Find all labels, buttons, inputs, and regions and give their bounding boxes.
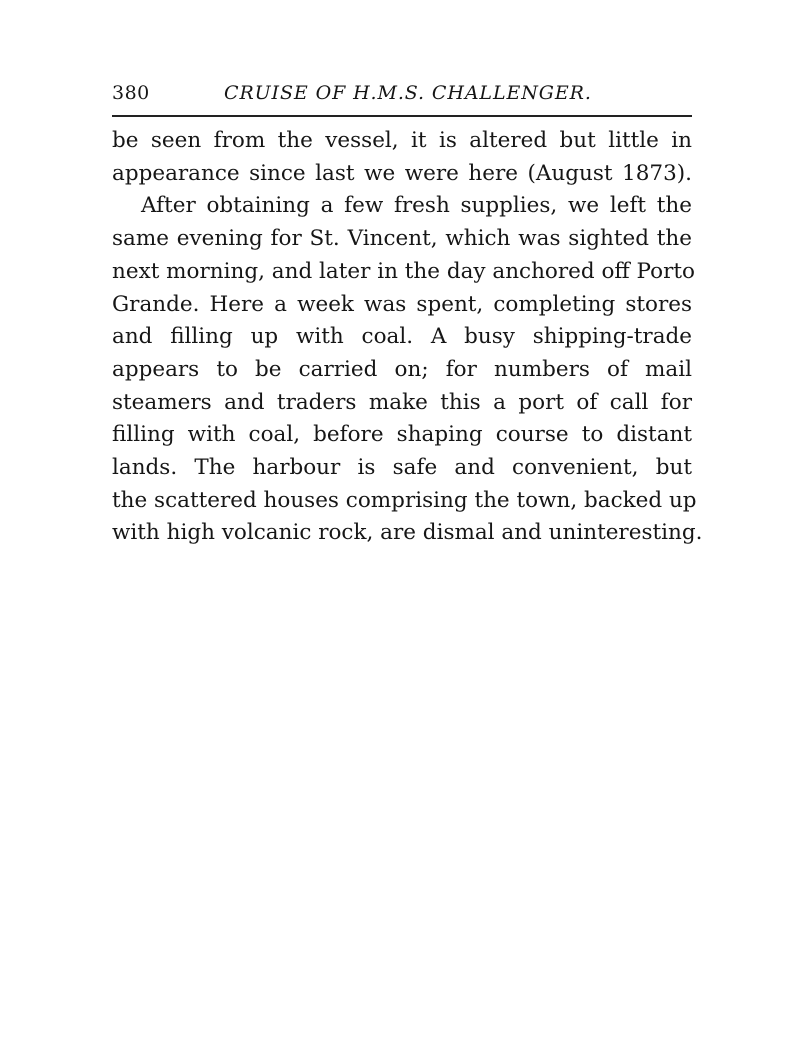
text-line: lands. The harbour is safe and convenient, but bbox=[112, 455, 692, 481]
text-line: steamers and traders make this a port of call for bbox=[112, 389, 692, 415]
paragraph-first-line: After obtaining a few fresh supplies, we left the bbox=[141, 193, 692, 219]
text-line: and filling up with coal. A busy shipping-trade bbox=[112, 324, 692, 350]
page-number: 380 bbox=[112, 82, 150, 104]
header-rule bbox=[112, 115, 692, 117]
body-text bbox=[112, 125, 703, 550]
text-line: filling with coal, before shaping course to distant bbox=[112, 422, 692, 448]
paragraph-last-line: with high volcanic rock, are dismal and uninteresting. bbox=[112, 520, 703, 546]
text-line: appearance since last we were here (August 1873). bbox=[112, 160, 692, 186]
text-line: be seen from the vessel, it is altered but little in bbox=[112, 128, 692, 153]
running-head bbox=[112, 82, 690, 106]
text-line: same evening for St. Vincent, which was sighted the bbox=[112, 226, 692, 252]
running-title: CRUISE OF H.M.S. CHALLENGER. bbox=[224, 82, 592, 104]
text-line: next morning, and later in the day anchored off Porto bbox=[112, 258, 695, 284]
text-line: the scattered houses comprising the town, backed up bbox=[112, 487, 697, 513]
text-line: appears to be carried on; for numbers of mail bbox=[112, 356, 692, 382]
text-line: Grande. Here a week was spent, completing stores bbox=[112, 291, 692, 317]
